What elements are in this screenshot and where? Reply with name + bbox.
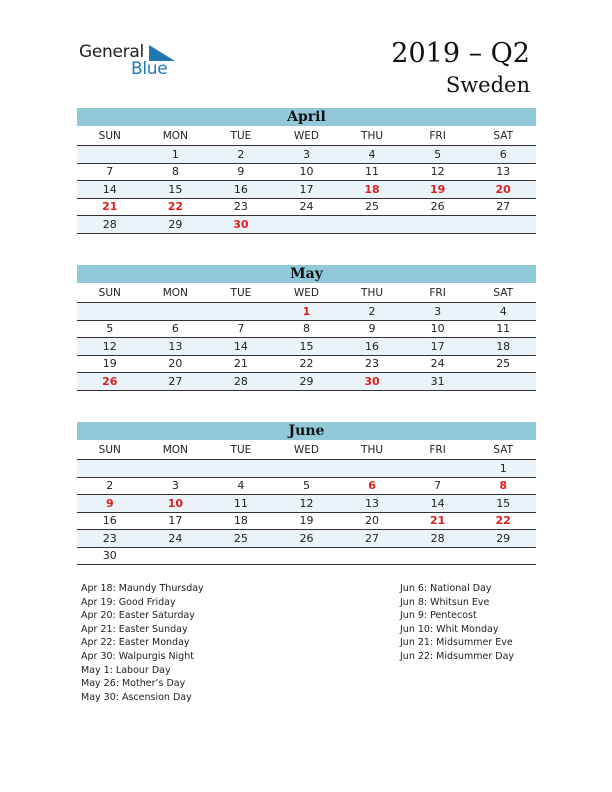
day-cell: 8 <box>143 163 209 181</box>
day-cell: 18 <box>339 181 405 199</box>
day-cell <box>405 547 471 565</box>
calendar-grid <box>77 126 536 234</box>
weekday-label: TUE <box>208 126 274 146</box>
month-may <box>77 265 536 391</box>
day-cell <box>470 547 536 565</box>
day-cell: 23 <box>77 530 143 548</box>
day-cell: 13 <box>470 163 536 181</box>
day-cell <box>274 547 340 565</box>
day-cell: 17 <box>274 181 340 199</box>
day-cell: 15 <box>470 495 536 513</box>
day-cell: 2 <box>77 477 143 495</box>
day-cell: 16 <box>77 512 143 530</box>
day-cell <box>339 216 405 234</box>
day-cell <box>470 216 536 234</box>
day-cell: 28 <box>208 373 274 391</box>
day-cell: 7 <box>405 477 471 495</box>
day-cell: 16 <box>339 338 405 356</box>
day-cell: 28 <box>405 530 471 548</box>
day-cell: 26 <box>274 530 340 548</box>
day-cell: 9 <box>208 163 274 181</box>
weekday-label: SAT <box>470 126 536 146</box>
day-cell: 1 <box>143 146 209 164</box>
day-cell: 21 <box>77 198 143 216</box>
holiday-list-right <box>400 582 514 664</box>
day-cell <box>77 146 143 164</box>
month-header: June <box>77 422 536 440</box>
day-cell <box>208 303 274 321</box>
day-cell: 25 <box>470 355 536 373</box>
weekday-label: FRI <box>405 126 471 146</box>
day-cell: 18 <box>470 338 536 356</box>
holiday-entry: Jun 6: National Day <box>400 583 492 594</box>
month-june <box>77 422 536 565</box>
day-cell: 17 <box>405 338 471 356</box>
day-cell: 3 <box>274 146 340 164</box>
day-cell: 5 <box>274 477 340 495</box>
day-cell: 10 <box>405 320 471 338</box>
month-header: May <box>77 265 536 283</box>
calendar-grid <box>77 283 536 391</box>
day-cell: 11 <box>339 163 405 181</box>
day-cell: 15 <box>143 181 209 199</box>
day-cell: 14 <box>405 495 471 513</box>
holiday-entry: Apr 19: Good Friday <box>81 596 176 608</box>
day-cell: 27 <box>339 530 405 548</box>
day-cell: 4 <box>339 146 405 164</box>
day-cell: 10 <box>143 495 209 513</box>
day-cell: 6 <box>143 320 209 338</box>
day-cell <box>470 373 536 391</box>
day-cell: 19 <box>77 355 143 373</box>
holiday-list-left <box>81 582 204 704</box>
day-cell: 18 <box>208 512 274 530</box>
day-cell: 4 <box>208 477 274 495</box>
holiday-entry: Apr 21: Easter Sunday <box>81 623 188 635</box>
week-row <box>77 373 536 391</box>
day-cell: 19 <box>274 512 340 530</box>
weekday-label: TUE <box>208 440 274 460</box>
day-cell: 13 <box>143 338 209 356</box>
holiday-entry: May 30: Ascension Day <box>81 691 192 703</box>
day-cell: 26 <box>77 373 143 391</box>
day-cell: 12 <box>274 495 340 513</box>
week-row <box>77 163 536 181</box>
day-cell <box>339 547 405 565</box>
day-cell: 8 <box>470 477 536 495</box>
day-cell: 20 <box>339 512 405 530</box>
day-cell: 14 <box>77 181 143 199</box>
day-cell: 13 <box>339 495 405 513</box>
weekday-label: SUN <box>77 440 143 460</box>
day-cell: 22 <box>274 355 340 373</box>
day-cell <box>143 460 209 478</box>
day-cell <box>77 303 143 321</box>
day-cell <box>77 460 143 478</box>
holiday-entry: May 1: Labour Day <box>81 664 171 676</box>
day-cell: 9 <box>77 495 143 513</box>
day-cell: 26 <box>405 198 471 216</box>
day-cell <box>208 460 274 478</box>
month-header: April <box>77 108 536 126</box>
holiday-entry: Apr 18: Maundy Thursday <box>81 583 204 594</box>
week-row <box>77 338 536 356</box>
week-row <box>77 146 536 164</box>
day-cell: 2 <box>339 303 405 321</box>
weekday-label: SUN <box>77 126 143 146</box>
week-row <box>77 530 536 548</box>
day-cell: 20 <box>143 355 209 373</box>
weekday-label: TUE <box>208 283 274 303</box>
weekday-label: WED <box>274 440 340 460</box>
week-row <box>77 547 536 565</box>
holiday-entry: May 26: Mother’s Day <box>81 678 186 690</box>
day-cell: 7 <box>208 320 274 338</box>
day-cell: 12 <box>405 163 471 181</box>
day-cell: 10 <box>274 163 340 181</box>
holiday-entry: Jun 8: Whitsun Eve <box>400 596 490 608</box>
day-cell: 23 <box>208 198 274 216</box>
holiday-entry: Jun 21: Midsummer Eve <box>400 637 513 649</box>
day-cell: 4 <box>470 303 536 321</box>
day-cell: 24 <box>143 530 209 548</box>
day-cell: 27 <box>143 373 209 391</box>
day-cell: 28 <box>77 216 143 234</box>
page-title: 2019 – Q2 <box>391 38 530 69</box>
day-cell: 7 <box>77 163 143 181</box>
day-cell <box>143 547 209 565</box>
week-row <box>77 512 536 530</box>
week-row <box>77 355 536 373</box>
weekday-label: MON <box>143 440 209 460</box>
day-cell: 2 <box>208 146 274 164</box>
day-cell: 3 <box>143 477 209 495</box>
holiday-entry: Apr 22: Easter Monday <box>81 637 190 649</box>
week-row <box>77 198 536 216</box>
week-row <box>77 303 536 321</box>
weekday-label: WED <box>274 283 340 303</box>
day-cell: 21 <box>208 355 274 373</box>
week-row <box>77 495 536 513</box>
day-cell: 22 <box>143 198 209 216</box>
day-cell: 27 <box>470 198 536 216</box>
day-cell: 20 <box>470 181 536 199</box>
day-cell: 3 <box>405 303 471 321</box>
day-cell: 14 <box>208 338 274 356</box>
holiday-entry: Jun 9: Pentecost <box>400 610 477 622</box>
holiday-entry: Jun 22: Midsummer Day <box>400 650 515 662</box>
day-cell <box>208 547 274 565</box>
day-cell: 8 <box>274 320 340 338</box>
day-cell: 31 <box>405 373 471 391</box>
day-cell <box>274 216 340 234</box>
week-row <box>77 216 536 234</box>
weekday-label: MON <box>143 126 209 146</box>
logo-word-blue: Blue <box>131 59 168 79</box>
logo-word-general: General <box>79 42 144 62</box>
day-cell: 11 <box>208 495 274 513</box>
holiday-entry: Jun 10: Whit Monday <box>400 623 499 635</box>
day-cell: 22 <box>470 512 536 530</box>
calendar-grid <box>77 440 536 565</box>
day-cell: 11 <box>470 320 536 338</box>
day-cell <box>339 460 405 478</box>
weekday-label: SUN <box>77 283 143 303</box>
day-cell: 6 <box>470 146 536 164</box>
weekday-label: MON <box>143 283 209 303</box>
day-cell: 29 <box>274 373 340 391</box>
week-row <box>77 460 536 478</box>
week-row <box>77 477 536 495</box>
weekday-label: THU <box>339 126 405 146</box>
day-cell: 23 <box>339 355 405 373</box>
day-cell: 24 <box>405 355 471 373</box>
day-cell: 30 <box>339 373 405 391</box>
day-cell: 24 <box>274 198 340 216</box>
weekday-label: THU <box>339 440 405 460</box>
weekday-label: SAT <box>470 283 536 303</box>
week-row <box>77 181 536 199</box>
day-cell <box>405 216 471 234</box>
day-cell: 29 <box>143 216 209 234</box>
day-cell: 15 <box>274 338 340 356</box>
month-april <box>77 108 536 234</box>
weekday-label: WED <box>274 126 340 146</box>
day-cell <box>405 460 471 478</box>
weekday-label: FRI <box>405 283 471 303</box>
day-cell: 17 <box>143 512 209 530</box>
day-cell: 1 <box>274 303 340 321</box>
brand-logo <box>79 42 179 82</box>
week-row <box>77 320 536 338</box>
holiday-entry: Apr 20: Easter Saturday <box>81 610 195 622</box>
day-cell <box>274 460 340 478</box>
day-cell: 21 <box>405 512 471 530</box>
day-cell: 12 <box>77 338 143 356</box>
weekday-label: FRI <box>405 440 471 460</box>
day-cell: 1 <box>470 460 536 478</box>
holiday-entry: Apr 30: Walpurgis Night <box>81 650 194 662</box>
day-cell: 5 <box>405 146 471 164</box>
country-name: Sweden <box>445 73 530 97</box>
day-cell: 6 <box>339 477 405 495</box>
weekday-label: THU <box>339 283 405 303</box>
day-cell: 30 <box>77 547 143 565</box>
day-cell <box>143 303 209 321</box>
day-cell: 25 <box>208 530 274 548</box>
day-cell: 30 <box>208 216 274 234</box>
day-cell: 9 <box>339 320 405 338</box>
weekday-label: SAT <box>470 440 536 460</box>
day-cell: 25 <box>339 198 405 216</box>
day-cell: 16 <box>208 181 274 199</box>
day-cell: 19 <box>405 181 471 199</box>
day-cell: 29 <box>470 530 536 548</box>
day-cell: 5 <box>77 320 143 338</box>
